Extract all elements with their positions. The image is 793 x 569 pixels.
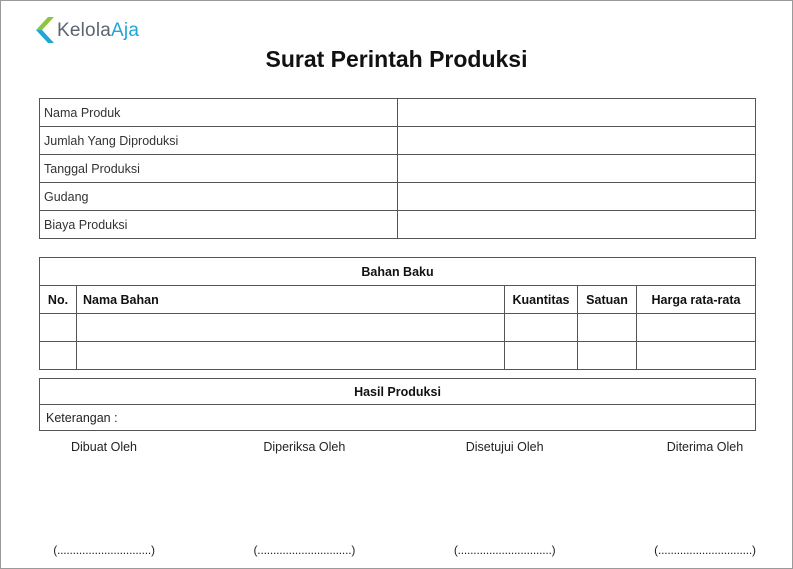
- signature-line-dibuat: (..............................): [53, 543, 155, 557]
- hasil-produksi-table: [39, 378, 756, 431]
- info-value-tanggal[interactable]: [398, 155, 756, 183]
- info-label-tanggal: Tanggal Produksi: [40, 155, 398, 183]
- kelola-aja-logo: [35, 16, 139, 44]
- table-row: [40, 211, 756, 239]
- info-label-biaya: Biaya Produksi: [40, 211, 398, 239]
- table-title-row: [40, 379, 756, 405]
- bahan-baku-table: [39, 257, 756, 370]
- table-title-row: [40, 258, 756, 286]
- hasil-produksi-title: Hasil Produksi: [40, 379, 756, 405]
- column-header-nama-bahan: Nama Bahan: [77, 286, 505, 314]
- table-row: [40, 183, 756, 211]
- keterangan-field[interactable]: Keterangan :: [40, 405, 756, 431]
- logo-kelola-text: Kelola: [57, 19, 112, 41]
- column-header-kuantitas: Kuantitas: [505, 286, 578, 314]
- info-label-gudang: Gudang: [40, 183, 398, 211]
- info-value-gudang[interactable]: [398, 183, 756, 211]
- info-value-biaya[interactable]: [398, 211, 756, 239]
- cell-kuantitas[interactable]: [505, 314, 578, 342]
- logo-wordmark: [57, 21, 139, 40]
- signature-line-diperiksa: (..............................): [253, 543, 356, 557]
- signature-line-disetujui: (..............................): [453, 543, 556, 557]
- column-header-satuan: Satuan: [578, 286, 637, 314]
- logo-aja-text: Aja: [111, 19, 140, 41]
- signature-lines: [39, 543, 756, 557]
- signature-label-disetujui: Disetujui Oleh: [465, 440, 544, 454]
- cell-harga[interactable]: [637, 342, 756, 370]
- cell-nama-bahan[interactable]: [77, 314, 505, 342]
- product-info-table: [39, 98, 756, 239]
- cell-nama-bahan[interactable]: [77, 342, 505, 370]
- signature-label-dibuat: Dibuat Oleh: [70, 440, 137, 454]
- table-header-row: [40, 286, 756, 314]
- info-value-jumlah[interactable]: [398, 127, 756, 155]
- info-label-nama-produk: Nama Produk: [40, 99, 398, 127]
- table-row: [40, 127, 756, 155]
- info-value-nama-produk[interactable]: [398, 99, 756, 127]
- column-header-no: No.: [40, 286, 77, 314]
- cell-no[interactable]: [40, 314, 77, 342]
- info-label-jumlah: Jumlah Yang Diproduksi: [40, 127, 398, 155]
- cell-satuan[interactable]: [578, 342, 637, 370]
- table-row: [40, 405, 756, 431]
- cell-no[interactable]: [40, 342, 77, 370]
- signature-line-diterima: (..............................): [654, 543, 756, 557]
- column-header-harga: Harga rata-rata: [637, 286, 756, 314]
- document-title: Surat Perintah Produksi: [265, 46, 528, 72]
- chevron-left-logo-icon: [35, 16, 55, 44]
- table-row: [40, 314, 756, 342]
- table-row: [40, 99, 756, 127]
- cell-harga[interactable]: [637, 314, 756, 342]
- signature-label-diperiksa: Diperiksa Oleh: [263, 440, 346, 454]
- table-row: [40, 342, 756, 370]
- table-row: [40, 155, 756, 183]
- cell-kuantitas[interactable]: [505, 342, 578, 370]
- signature-label-diterima: Diterima Oleh: [666, 440, 744, 454]
- cell-satuan[interactable]: [578, 314, 637, 342]
- bahan-baku-title: Bahan Baku: [40, 258, 756, 286]
- signature-labels: [39, 440, 756, 454]
